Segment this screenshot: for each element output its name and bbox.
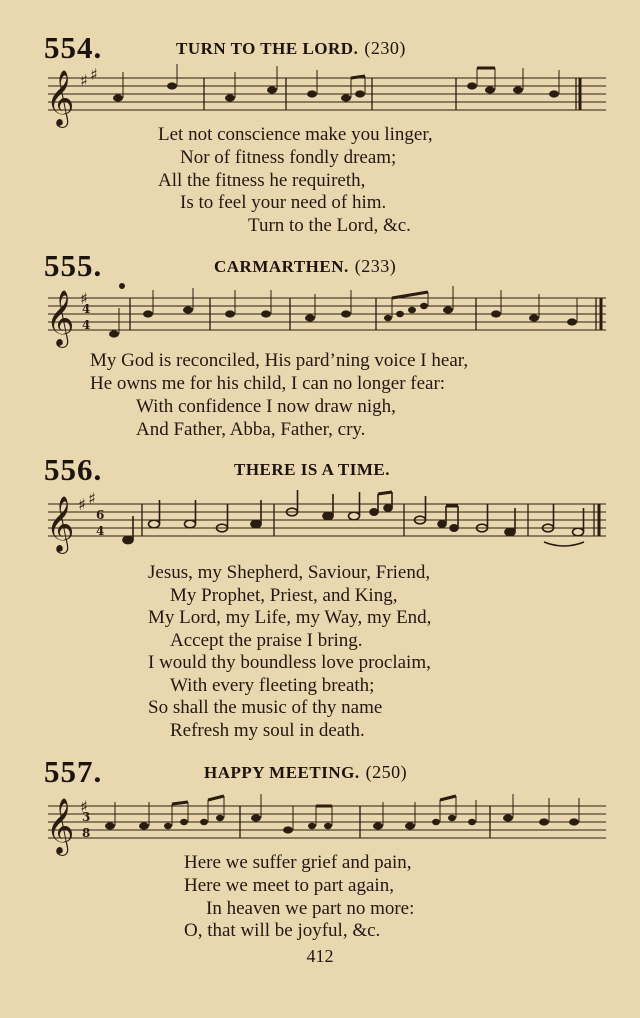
- tune-reference: (233): [354, 256, 397, 276]
- verse-line: My Lord, my Life, my Way, my End,: [148, 607, 432, 628]
- hymn-title: [234, 460, 390, 480]
- verse-line: With every fleeting breath;: [170, 675, 375, 696]
- verse-line: In heaven we part no more:: [206, 898, 415, 919]
- verse-line: Here we meet to part again,: [184, 875, 394, 896]
- hymn-title: [204, 762, 407, 783]
- sharp-icon: ♯: [80, 289, 88, 308]
- verse-line: He owns me for his child, I can no longer fear:: [90, 373, 446, 394]
- treble-clef-icon: 𝄞: [46, 70, 75, 126]
- verse-line: All the fitness he requireth,: [158, 170, 366, 191]
- verse-line: My God is reconciled, His pard’ning voice I hear,: [90, 350, 469, 371]
- time-signature-top: 3: [82, 810, 91, 824]
- time-signature-bottom: 8: [82, 826, 91, 840]
- music-staff-555: [44, 282, 610, 352]
- time-signature-top: 6: [96, 508, 105, 522]
- treble-clef-icon: 𝄞: [46, 290, 75, 346]
- verse-line: Let not conscience make you linger,: [158, 124, 433, 145]
- verse-line: Jesus, my Shepherd, Saviour, Friend,: [148, 562, 431, 583]
- sharp-icon: ♯: [88, 489, 96, 508]
- verse-line: With confidence I now draw nigh,: [136, 396, 396, 417]
- note-group: [109, 283, 577, 338]
- hymn-554-header: [44, 30, 604, 66]
- hymn-number: 557.: [44, 754, 103, 789]
- sharp-icon: ♯: [78, 495, 86, 514]
- music-staff-557: [44, 790, 610, 860]
- page-number: 412: [306, 946, 334, 966]
- hymn-title-text: CARMARTHEN.: [214, 257, 349, 276]
- hymn-title: [176, 38, 406, 59]
- hymn-555-header: [44, 248, 604, 284]
- verse-line: Turn to the Lord, &c.: [248, 215, 411, 236]
- music-staff-554: [44, 62, 610, 132]
- note-group: [123, 490, 584, 546]
- treble-clef-icon: 𝄞: [46, 798, 75, 854]
- hymn-number: 554.: [44, 30, 103, 65]
- sharp-icon: ♯: [90, 65, 98, 84]
- hymn-title-text: HAPPY MEETING.: [204, 763, 360, 782]
- hymn-556-header: [44, 452, 604, 488]
- verse-line: Nor of fitness fondly dream;: [180, 147, 397, 168]
- tune-reference: (230): [364, 38, 406, 58]
- treble-clef-icon: 𝄞: [46, 496, 75, 552]
- music-staff-556: [44, 488, 610, 558]
- note-group: [113, 64, 559, 102]
- verse-line: Is to feel your need of him.: [180, 192, 387, 213]
- verse-line: And Father, Abba, Father, cry.: [136, 419, 366, 440]
- time-signature-top: 4: [82, 302, 91, 316]
- verse-line: I would thy boundless love proclaim,: [148, 652, 431, 673]
- verse-line: Refresh my soul in death.: [170, 720, 365, 741]
- time-signature-bottom: 4: [82, 318, 91, 332]
- hymn-number: 556.: [44, 452, 103, 487]
- verse-line: O, that will be joyful, &c.: [184, 920, 381, 941]
- sharp-icon: ♯: [80, 71, 88, 90]
- sharp-icon: ♯: [80, 797, 88, 816]
- hymn-number: 555.: [44, 248, 103, 283]
- hymn-title-text: THERE IS A TIME.: [234, 460, 391, 479]
- verse-line: Here we suffer grief and pain,: [184, 852, 412, 873]
- verse-line: So shall the music of thy name: [148, 697, 383, 718]
- hymn-557-header: [44, 754, 604, 790]
- time-signature-bottom: 4: [96, 524, 105, 538]
- hymn-title-text: TURN TO THE LORD.: [176, 39, 359, 58]
- hymn-title: [214, 256, 396, 277]
- verse-line: My Prophet, Priest, and King,: [170, 585, 398, 606]
- verse-line: Accept the praise I bring.: [170, 630, 363, 651]
- tune-reference: (250): [365, 762, 408, 782]
